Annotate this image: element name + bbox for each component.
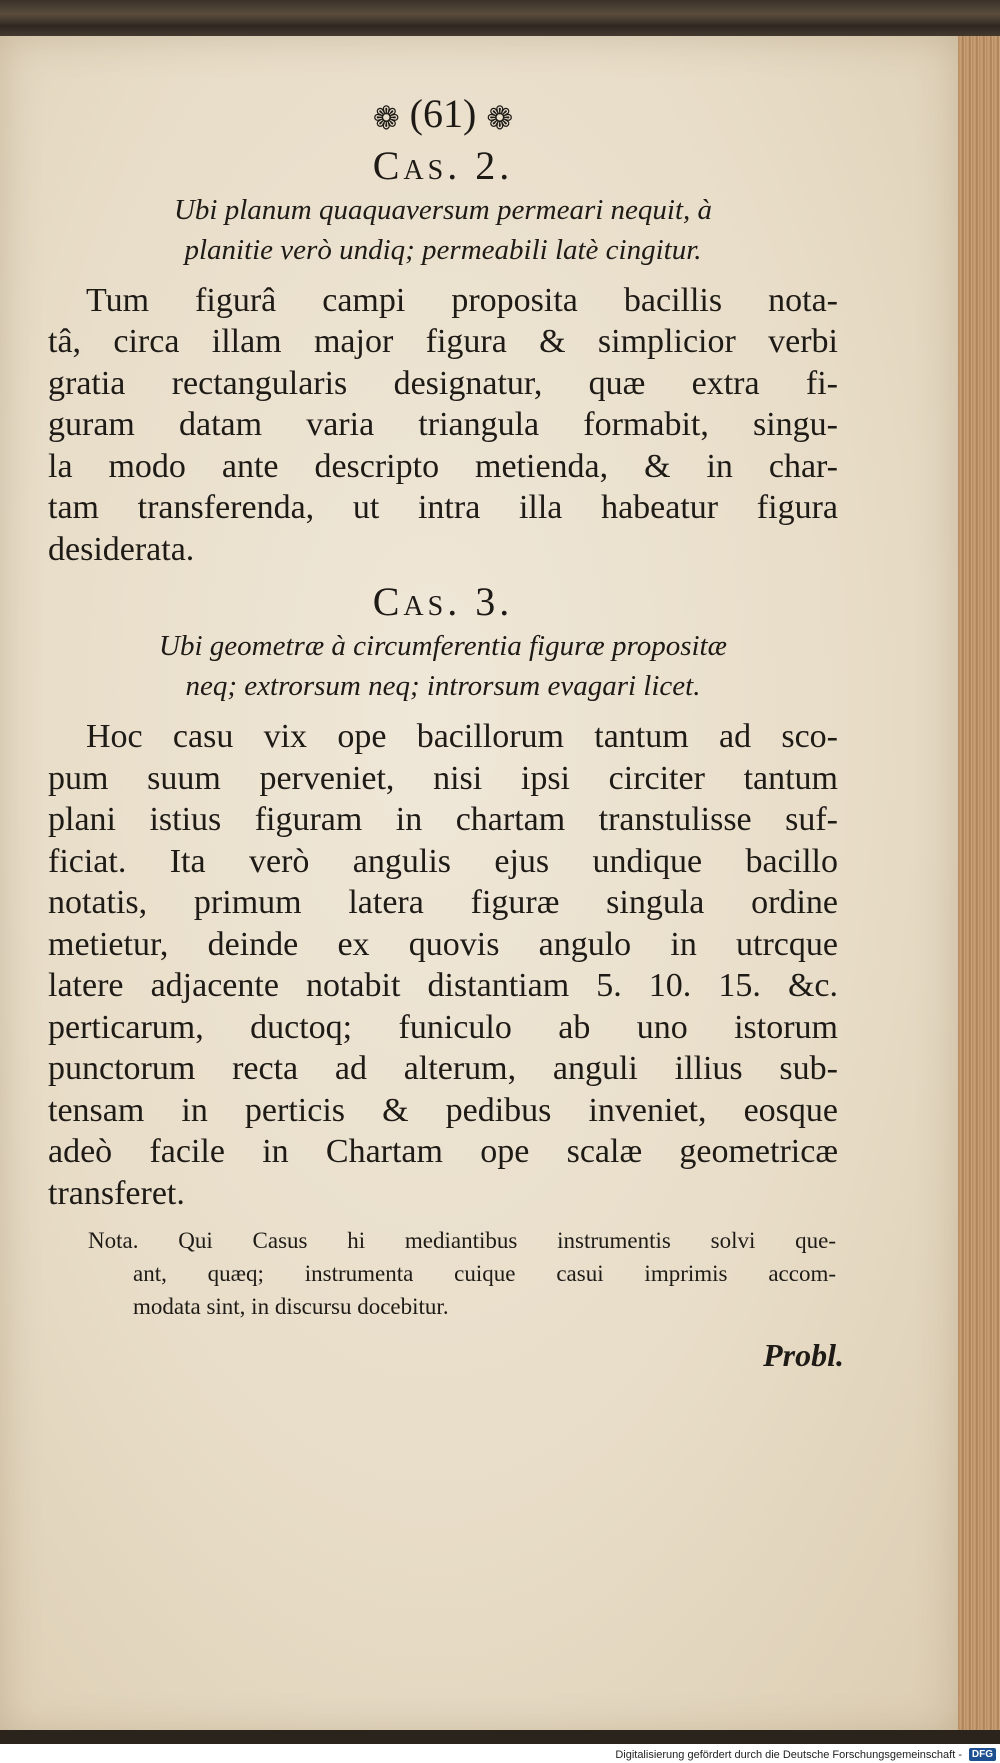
- page-header: [48, 92, 838, 140]
- text-line: plani istius figuram in chartam transtulisse suf-: [48, 801, 838, 839]
- note-line: modata sint, in discursu docebitur.: [133, 1294, 449, 1320]
- case-3-paragraph: [48, 716, 838, 1214]
- page-content: [48, 91, 844, 1374]
- text-line: guram datam varia triangula formabit, singu-: [48, 406, 838, 444]
- ornament-left-icon: ❁: [372, 99, 400, 136]
- case-2-title: Cas. 2.: [372, 142, 514, 188]
- text-line: tensam in perticis & pedibus inveniet, eosque: [48, 1091, 838, 1129]
- text-line: ficiat. Ita verò angulis ejus undique bacillo: [48, 842, 838, 880]
- footer-bar: [0, 1744, 1000, 1763]
- case-3-subtitle: [56, 626, 830, 706]
- text-line: punctorum recta ad alterum, anguli illius sub-: [48, 1050, 838, 1088]
- text-line: transferet.: [48, 1174, 185, 1212]
- case-2-subtitle-line: Ubi planum quaquaversum permeari nequit, à: [173, 193, 713, 226]
- case-2-subtitle: [56, 190, 830, 270]
- catchword: Probl.: [763, 1337, 844, 1374]
- text-line: perticarum, ductoq; funiculo ab uno istorum: [48, 1008, 838, 1046]
- case-2-subtitle-line: planitie verò undiq; permeabili latè cingitur.: [184, 233, 702, 266]
- text-line: latere adjacente notabit distantiam 5. 10. 15. &c.: [48, 967, 838, 1005]
- note-block: [48, 1224, 838, 1323]
- text-line: notatis, primum latera figuræ singula ordine: [48, 884, 838, 922]
- page-number: (61): [409, 91, 477, 136]
- text-line: adeò facile in Chartam ope scalæ geometricæ: [48, 1133, 838, 1171]
- dfg-logo[interactable]: DFG: [969, 1748, 996, 1761]
- case-3-subtitle-line: Ubi geometræ à circumferentia figuræ propositæ: [159, 630, 727, 663]
- case-2-paragraph: [48, 280, 838, 571]
- text-line: tam transferenda, ut intra illa habeatur figura: [48, 489, 838, 527]
- text-line: desiderata.: [48, 530, 195, 568]
- text-line: tâ, circa illam major figura & simplicior verbi: [48, 323, 838, 361]
- text-line: pum suum perveniet, nisi ipsi circiter tantum: [48, 759, 838, 797]
- text-line: metietur, deinde ex quovis angulo in utrcque: [48, 925, 838, 963]
- note-line: Nota. Qui Casus hi mediantibus instrumentis solvi que-: [88, 1228, 836, 1254]
- footer-credit: Digitalisierung gefördert durch die Deutsche Forschungsgemeinschaft -: [615, 1749, 962, 1761]
- ornament-right-icon: ❁: [486, 99, 514, 136]
- text-line: Hoc casu vix ope bacillorum tantum ad sco-: [86, 718, 838, 756]
- text-line: la modo ante descripto metienda, & in char-: [48, 447, 838, 485]
- case-3-subtitle-line: neq; extrorsum neq; introrsum evagari licet.: [185, 670, 701, 703]
- text-line: Tum figurâ campi proposita bacillis nota-: [86, 281, 838, 319]
- note-line: ant, quæq; instrumenta cuique casui imprimis accom-: [133, 1261, 836, 1287]
- page-bottom-shadow: [0, 1730, 1000, 1744]
- case-3-title: Cas. 3.: [372, 579, 514, 625]
- page-edge: [958, 36, 1000, 1736]
- text-line: gratia rectangularis designatur, quæ extra fi-: [48, 364, 838, 402]
